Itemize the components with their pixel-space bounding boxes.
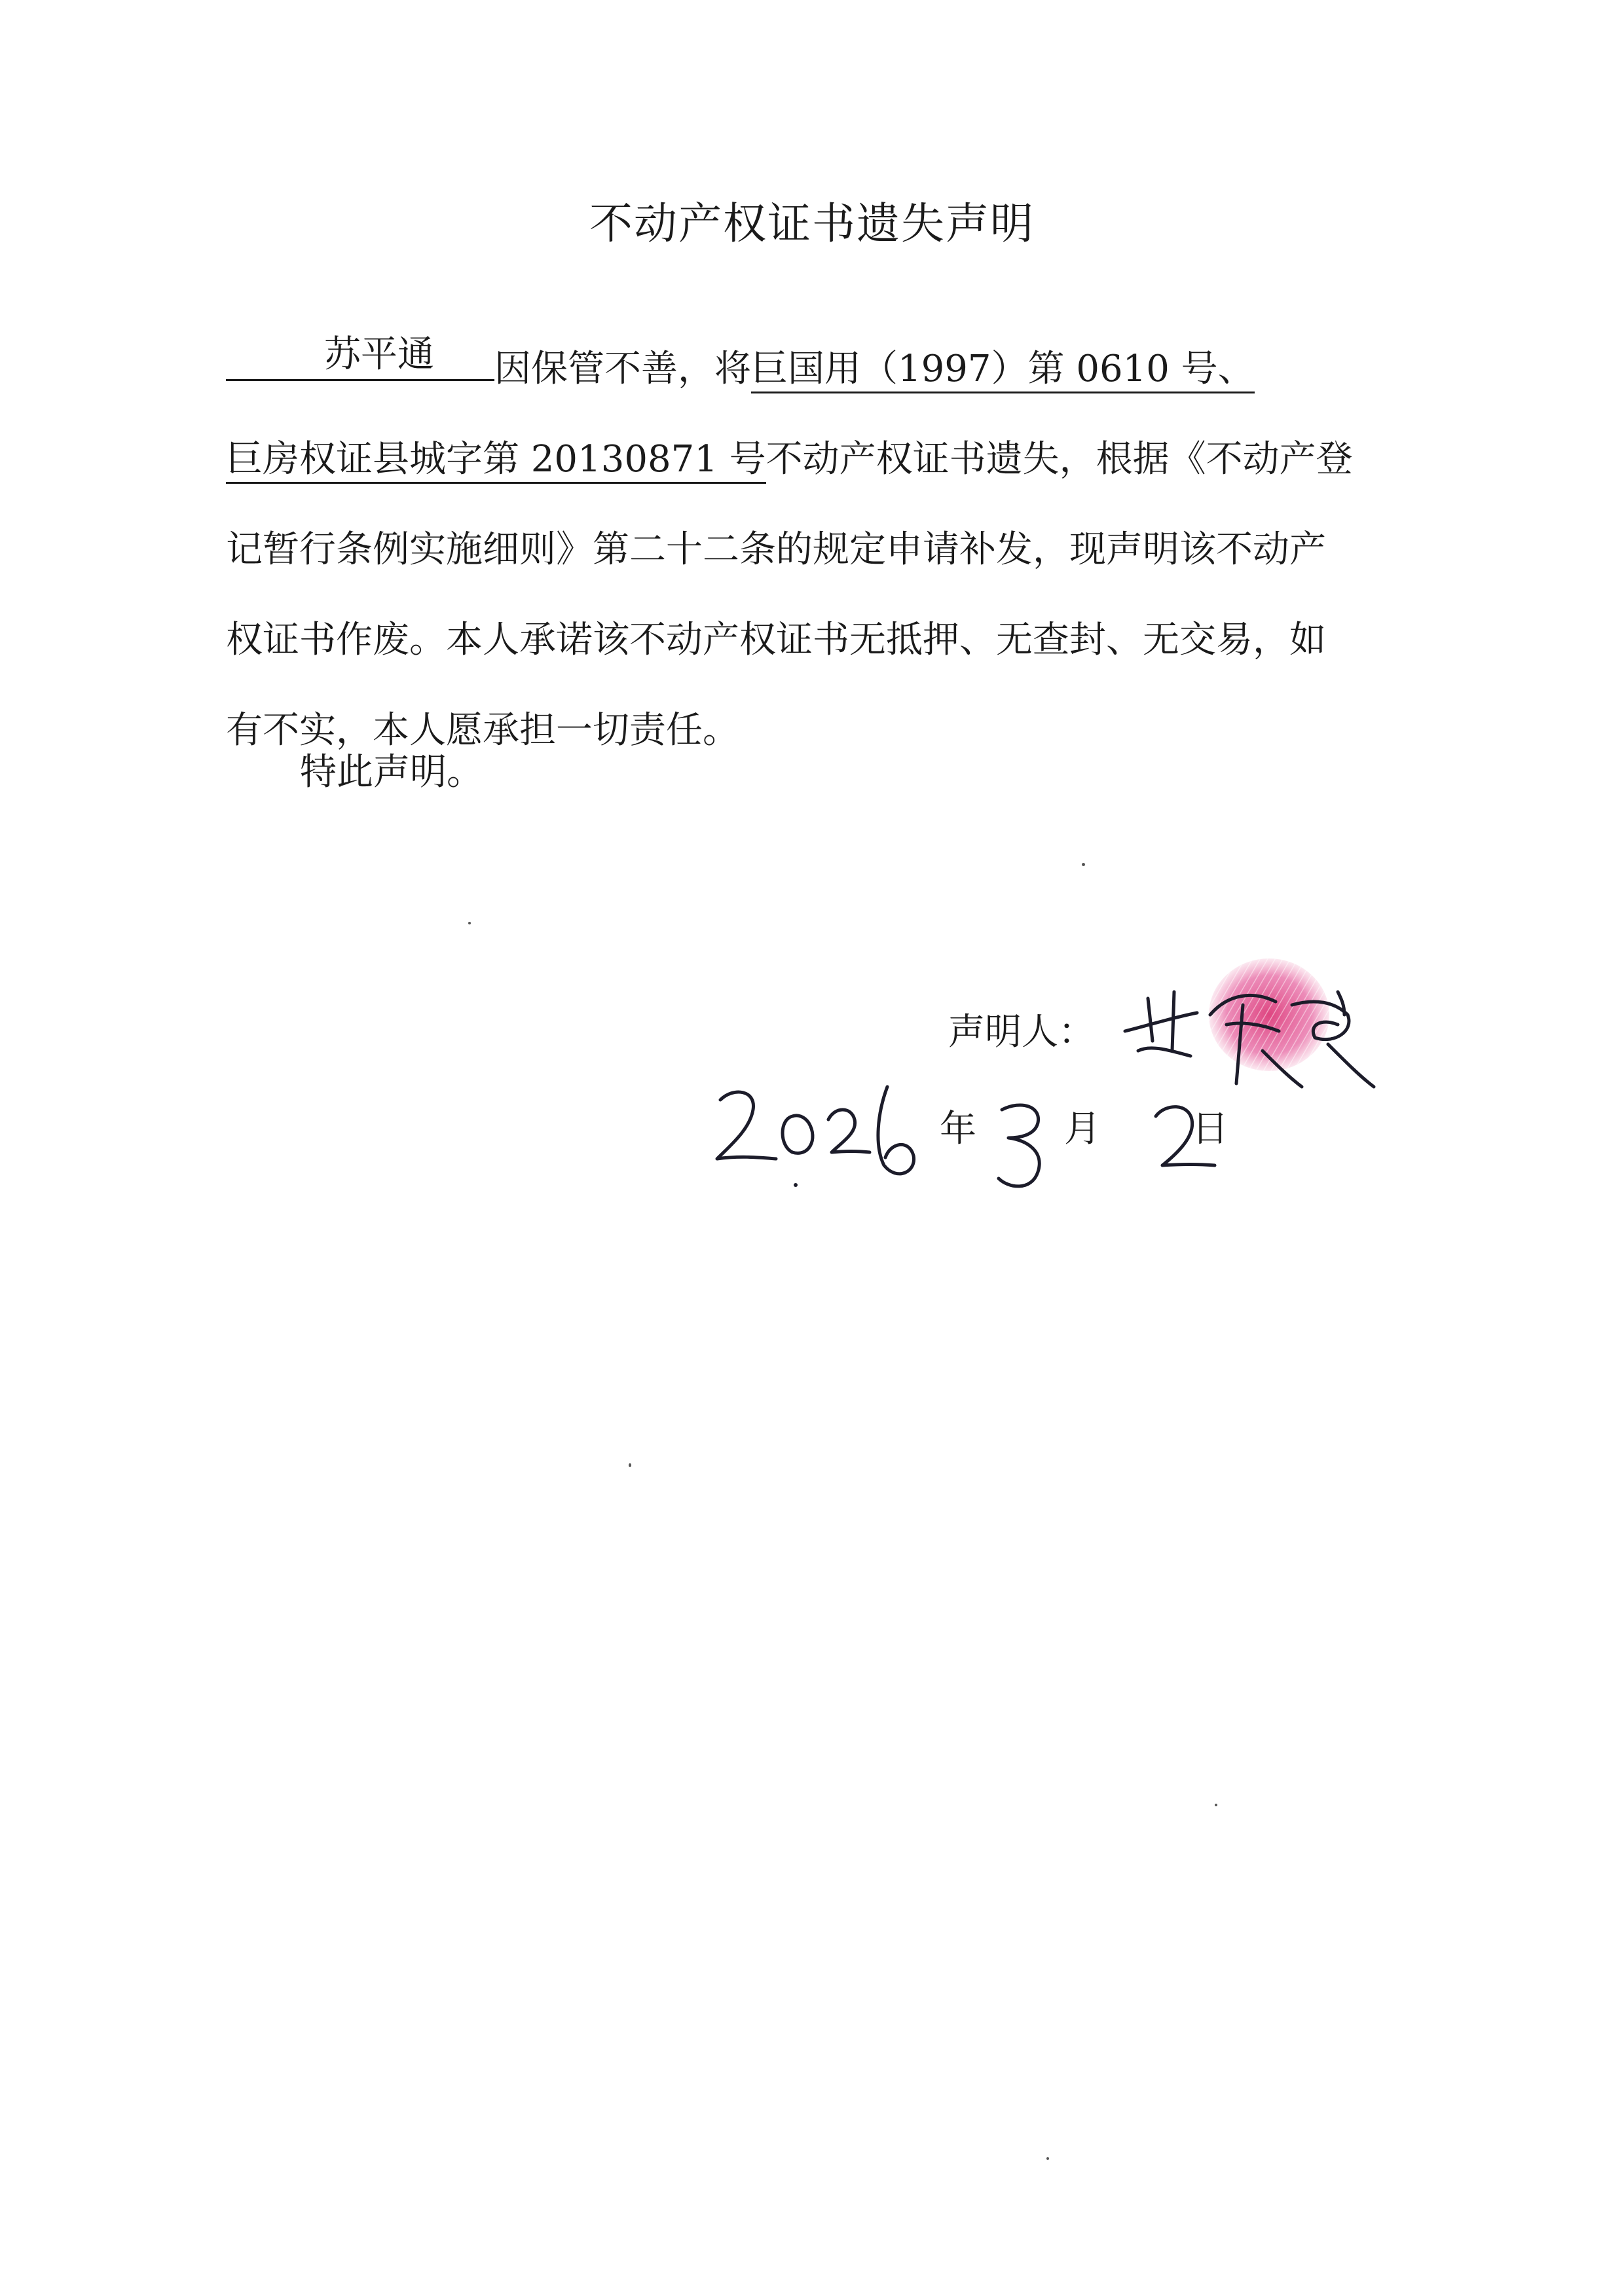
closing-statement: 特此声明。 (300, 751, 483, 793)
body-line-2-text: 不动产权证书遗失，根据《不动产登 (766, 438, 1353, 481)
scan-speck (1046, 2157, 1049, 2160)
scan-speck (468, 922, 471, 924)
signer-label: 声明人： (948, 1011, 1095, 1053)
declarant-name-blank (226, 333, 494, 381)
house-cert-number: 巨房权证县城字第 20130871 号 (226, 438, 766, 484)
date-line (694, 1061, 1283, 1211)
body-line-2 (226, 414, 1352, 505)
body-line-4: 权证书作废。本人承诺该不动产权证书无抵押、无查封、无交易，如 (226, 619, 1326, 661)
scan-speck (629, 1463, 631, 1467)
scan-speck (1215, 1804, 1217, 1806)
fingerprint-seal (1209, 958, 1329, 1071)
year-label: 年 (940, 1108, 976, 1150)
body-line-3: 记暂行条例实施细则》第二十二条的规定申请补发，现声明该不动产 (226, 528, 1326, 571)
day-label: 日 (1192, 1108, 1228, 1150)
land-cert-number: 巨国用（1997）第 0610 号、 (751, 348, 1255, 393)
month-label: 月 (1064, 1108, 1101, 1150)
scan-speck (1082, 863, 1085, 866)
declaration-body (226, 324, 1352, 776)
declarant-name: 苏平通 (324, 333, 434, 376)
body-line-1-text: 因保管不善，将 (494, 348, 751, 390)
document-title: 不动产权证书遗失声明 (589, 198, 1035, 249)
body-line-5: 有不实，本人愿承担一切责任。 (226, 709, 739, 752)
body-line-1 (226, 324, 1352, 414)
